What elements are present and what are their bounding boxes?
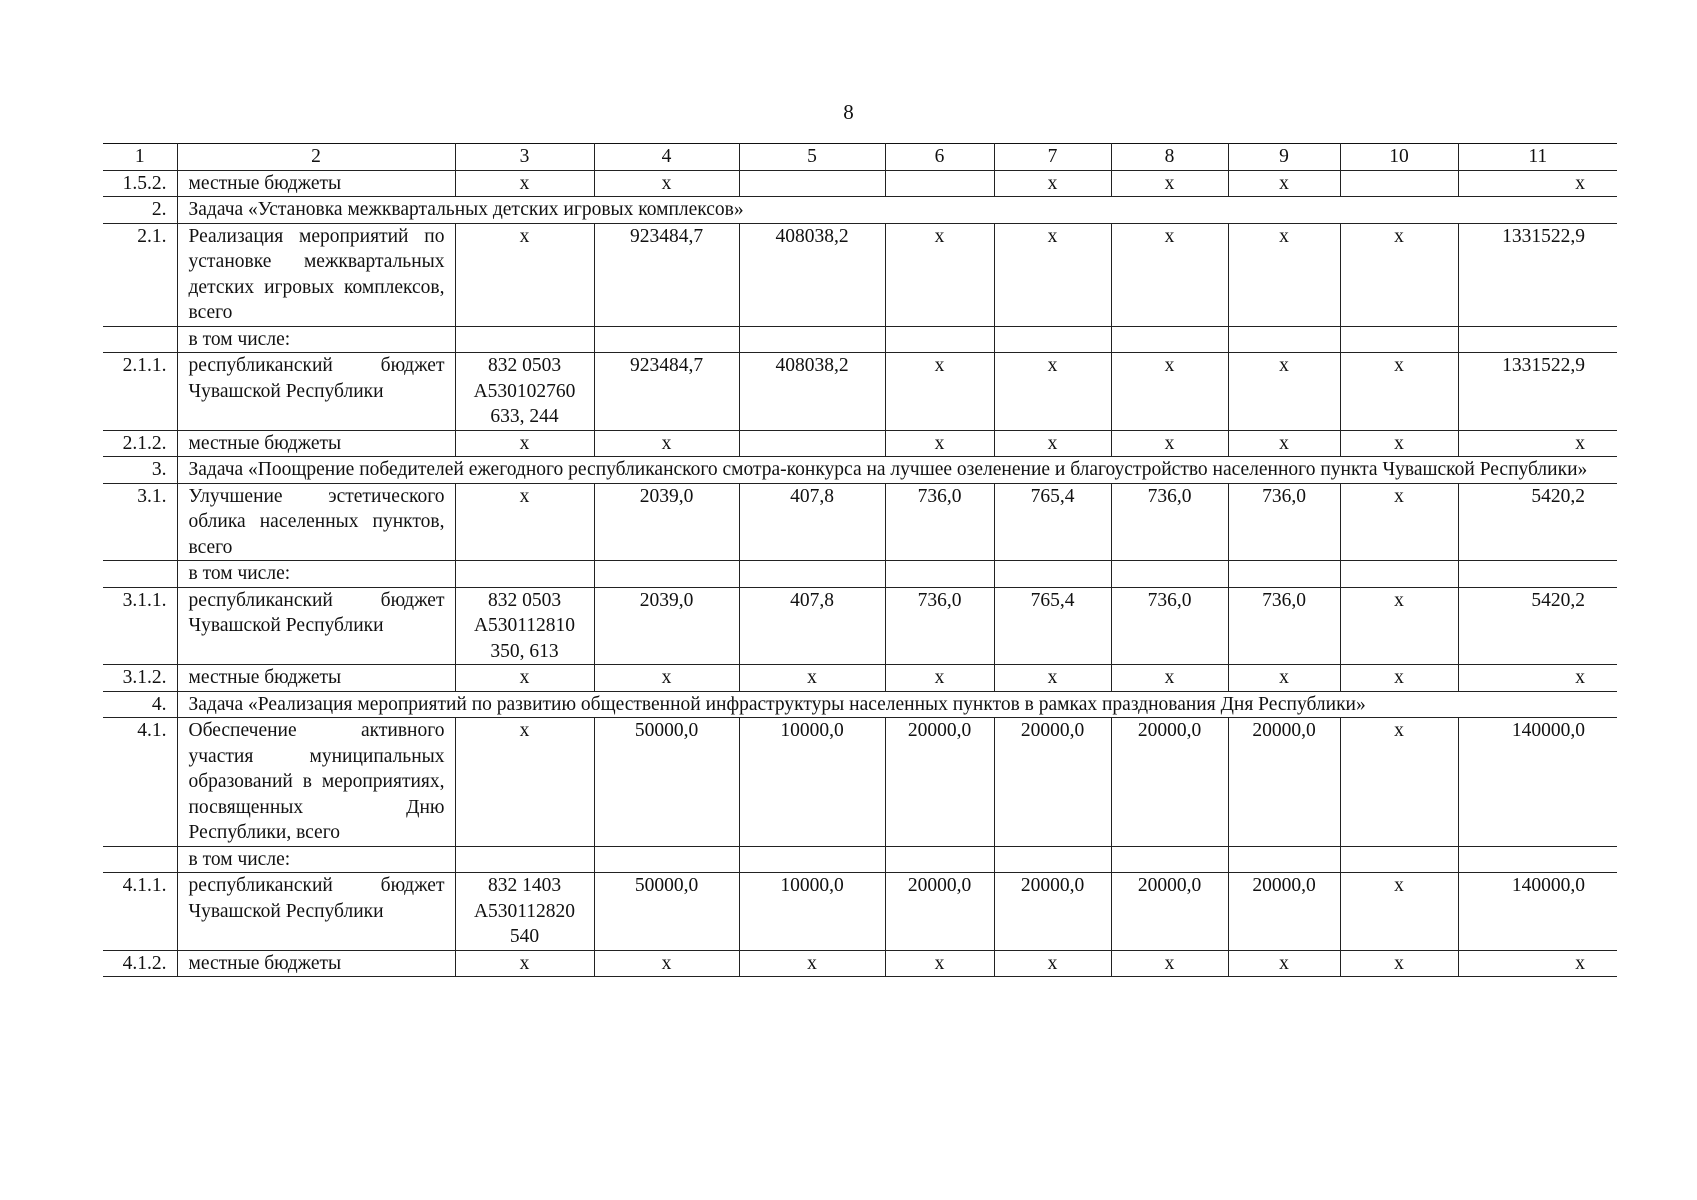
value-cell: х bbox=[885, 223, 994, 326]
value-cell: х bbox=[994, 950, 1111, 977]
budget-source-row bbox=[103, 665, 1617, 692]
row-id: 2.1. bbox=[103, 223, 177, 326]
column-header: 11 bbox=[1458, 144, 1617, 171]
value-cell: 923484,7 bbox=[594, 223, 739, 326]
value-cell: х bbox=[885, 950, 994, 977]
value-cell: 20000,0 bbox=[994, 718, 1111, 847]
budget-code-cell: х bbox=[455, 170, 594, 197]
empty-cell bbox=[1111, 326, 1228, 353]
row-name: Реализация мероприятий по установке межквартальных детских игровых комплексов, всего bbox=[177, 223, 455, 326]
value-cell: х bbox=[1111, 223, 1228, 326]
row-name: в том числе: bbox=[177, 846, 455, 873]
empty-cell bbox=[1111, 846, 1228, 873]
value-cell: 20000,0 bbox=[1228, 718, 1340, 847]
task-row bbox=[103, 691, 1617, 718]
value-cell: 10000,0 bbox=[739, 873, 885, 951]
budget-code-cell: 832 0503 А530112810 350, 613 bbox=[455, 587, 594, 665]
value-cell: 923484,7 bbox=[594, 353, 739, 431]
row-name: республиканский бюджет Чувашской Республики bbox=[177, 353, 455, 431]
including-row bbox=[103, 561, 1617, 588]
value-cell: х bbox=[885, 353, 994, 431]
value-cell: х bbox=[1340, 665, 1458, 692]
total-cell: 1331522,9 bbox=[1458, 223, 1617, 326]
row-id bbox=[103, 326, 177, 353]
including-row bbox=[103, 846, 1617, 873]
total-cell: 140000,0 bbox=[1458, 873, 1617, 951]
row-id: 2. bbox=[103, 197, 177, 224]
task-row bbox=[103, 197, 1617, 224]
value-cell: 408038,2 bbox=[739, 223, 885, 326]
value-cell: х bbox=[594, 665, 739, 692]
column-header: 3 bbox=[455, 144, 594, 171]
value-cell: 736,0 bbox=[885, 483, 994, 561]
budget-source-row bbox=[103, 873, 1617, 951]
value-cell: х bbox=[1340, 430, 1458, 457]
empty-cell bbox=[594, 846, 739, 873]
empty-cell bbox=[994, 326, 1111, 353]
value-cell: 407,8 bbox=[739, 587, 885, 665]
empty-cell bbox=[594, 561, 739, 588]
row-name: в том числе: bbox=[177, 326, 455, 353]
budget-source-row bbox=[103, 170, 1617, 197]
budget-source-row bbox=[103, 587, 1617, 665]
table-body bbox=[103, 144, 1617, 977]
total-cell: 5420,2 bbox=[1458, 483, 1617, 561]
activity-row bbox=[103, 718, 1617, 847]
value-cell: х bbox=[1340, 950, 1458, 977]
row-id bbox=[103, 561, 177, 588]
budget-table bbox=[103, 143, 1617, 977]
empty-cell bbox=[1228, 846, 1340, 873]
value-cell: х bbox=[1111, 353, 1228, 431]
budget-code-cell: х bbox=[455, 430, 594, 457]
budget-source-row bbox=[103, 353, 1617, 431]
column-header: 1 bbox=[103, 144, 177, 171]
budget-code-cell: х bbox=[455, 665, 594, 692]
value-cell: 50000,0 bbox=[594, 873, 739, 951]
empty-cell bbox=[739, 561, 885, 588]
empty-cell bbox=[885, 326, 994, 353]
value-cell: х bbox=[1228, 353, 1340, 431]
column-header: 7 bbox=[994, 144, 1111, 171]
row-name: в том числе: bbox=[177, 561, 455, 588]
empty-cell bbox=[594, 326, 739, 353]
row-id: 2.1.1. bbox=[103, 353, 177, 431]
row-name: Улучшение эстетического облика населенных пунктов, всего bbox=[177, 483, 455, 561]
budget-code-cell: х bbox=[455, 718, 594, 847]
value-cell: х bbox=[994, 223, 1111, 326]
total-cell: 140000,0 bbox=[1458, 718, 1617, 847]
total-cell: х bbox=[1458, 430, 1617, 457]
budget-code-cell: 832 1403 А530112820 540 bbox=[455, 873, 594, 951]
row-id: 3.1.2. bbox=[103, 665, 177, 692]
value-cell: 2039,0 bbox=[594, 587, 739, 665]
value-cell: х bbox=[885, 430, 994, 457]
value-cell: х bbox=[1340, 587, 1458, 665]
empty-cell bbox=[1340, 326, 1458, 353]
value-cell: 20000,0 bbox=[994, 873, 1111, 951]
total-cell: 5420,2 bbox=[1458, 587, 1617, 665]
empty-cell bbox=[1458, 846, 1617, 873]
row-id: 3. bbox=[103, 457, 177, 484]
row-name: местные бюджеты bbox=[177, 950, 455, 977]
total-cell: х bbox=[1458, 665, 1617, 692]
row-id: 4. bbox=[103, 691, 177, 718]
budget-source-row bbox=[103, 430, 1617, 457]
value-cell: 20000,0 bbox=[885, 873, 994, 951]
empty-cell bbox=[1458, 561, 1617, 588]
value-cell: 2039,0 bbox=[594, 483, 739, 561]
value-cell bbox=[885, 170, 994, 197]
value-cell: х bbox=[1228, 665, 1340, 692]
row-name: Обеспечение активного участия муниципальных образований в мероприятиях, посвященных Дню Республики, всего bbox=[177, 718, 455, 847]
value-cell: 50000,0 bbox=[594, 718, 739, 847]
row-id: 2.1.2. bbox=[103, 430, 177, 457]
empty-cell bbox=[1228, 326, 1340, 353]
value-cell bbox=[739, 170, 885, 197]
value-cell: х bbox=[1340, 873, 1458, 951]
value-cell: х bbox=[1111, 950, 1228, 977]
empty-cell bbox=[885, 561, 994, 588]
value-cell: х bbox=[1340, 353, 1458, 431]
value-cell: х bbox=[885, 665, 994, 692]
value-cell: х bbox=[1228, 223, 1340, 326]
value-cell: х bbox=[1111, 170, 1228, 197]
empty-cell bbox=[455, 561, 594, 588]
column-header: 6 bbox=[885, 144, 994, 171]
value-cell: х bbox=[994, 170, 1111, 197]
column-header: 4 bbox=[594, 144, 739, 171]
value-cell: 736,0 bbox=[1228, 587, 1340, 665]
value-cell bbox=[1340, 170, 1458, 197]
value-cell bbox=[739, 430, 885, 457]
budget-code-cell: х bbox=[455, 483, 594, 561]
budget-code-cell: х bbox=[455, 223, 594, 326]
empty-cell bbox=[739, 326, 885, 353]
value-cell: 407,8 bbox=[739, 483, 885, 561]
value-cell: 765,4 bbox=[994, 483, 1111, 561]
value-cell: х bbox=[594, 170, 739, 197]
value-cell: х bbox=[739, 665, 885, 692]
value-cell: 20000,0 bbox=[885, 718, 994, 847]
value-cell: х bbox=[1340, 483, 1458, 561]
value-cell: 408038,2 bbox=[739, 353, 885, 431]
value-cell: 20000,0 bbox=[1228, 873, 1340, 951]
budget-code-cell: х bbox=[455, 950, 594, 977]
row-id: 1.5.2. bbox=[103, 170, 177, 197]
empty-cell bbox=[1228, 561, 1340, 588]
activity-row bbox=[103, 223, 1617, 326]
empty-cell bbox=[1340, 561, 1458, 588]
value-cell: 20000,0 bbox=[1111, 873, 1228, 951]
empty-cell bbox=[1111, 561, 1228, 588]
empty-cell bbox=[455, 326, 594, 353]
empty-cell bbox=[739, 846, 885, 873]
column-header: 10 bbox=[1340, 144, 1458, 171]
value-cell: х bbox=[994, 665, 1111, 692]
value-cell: 736,0 bbox=[885, 587, 994, 665]
empty-cell bbox=[885, 846, 994, 873]
value-cell: 765,4 bbox=[994, 587, 1111, 665]
task-row bbox=[103, 457, 1617, 484]
row-id: 4.1.2. bbox=[103, 950, 177, 977]
row-name: местные бюджеты bbox=[177, 665, 455, 692]
row-id: 4.1. bbox=[103, 718, 177, 847]
row-name: республиканский бюджет Чувашской Республики bbox=[177, 587, 455, 665]
value-cell: х bbox=[994, 353, 1111, 431]
value-cell: 736,0 bbox=[1228, 483, 1340, 561]
value-cell: х bbox=[1228, 950, 1340, 977]
empty-cell bbox=[1458, 326, 1617, 353]
value-cell: х bbox=[594, 430, 739, 457]
task-title: Задача «Реализация мероприятий по развитию общественной инфраструктуры населенных пунктов в рамках празднования Дня Республики» bbox=[177, 691, 1617, 718]
row-name: местные бюджеты bbox=[177, 430, 455, 457]
column-header: 5 bbox=[739, 144, 885, 171]
page-number: 8 bbox=[843, 100, 854, 124]
total-cell: х bbox=[1458, 170, 1617, 197]
value-cell: х bbox=[594, 950, 739, 977]
row-name: республиканский бюджет Чувашской Республики bbox=[177, 873, 455, 951]
value-cell: х bbox=[1111, 430, 1228, 457]
value-cell: х bbox=[1340, 223, 1458, 326]
value-cell: 736,0 bbox=[1111, 587, 1228, 665]
row-id: 4.1.1. bbox=[103, 873, 177, 951]
value-cell: х bbox=[1228, 430, 1340, 457]
value-cell: х bbox=[1228, 170, 1340, 197]
value-cell: х bbox=[1340, 718, 1458, 847]
value-cell: х bbox=[739, 950, 885, 977]
value-cell: х bbox=[994, 430, 1111, 457]
task-title: Задача «Установка межквартальных детских игровых комплексов» bbox=[177, 197, 1617, 224]
column-header: 2 bbox=[177, 144, 455, 171]
empty-cell bbox=[1340, 846, 1458, 873]
row-id bbox=[103, 846, 177, 873]
activity-row bbox=[103, 483, 1617, 561]
budget-code-cell: 832 0503 А530102760 633, 244 bbox=[455, 353, 594, 431]
budget-source-row bbox=[103, 950, 1617, 977]
including-row bbox=[103, 326, 1617, 353]
column-number-row bbox=[103, 144, 1617, 171]
total-cell: х bbox=[1458, 950, 1617, 977]
value-cell: х bbox=[1111, 665, 1228, 692]
value-cell: 10000,0 bbox=[739, 718, 885, 847]
row-id: 3.1.1. bbox=[103, 587, 177, 665]
column-header: 9 bbox=[1228, 144, 1340, 171]
value-cell: 20000,0 bbox=[1111, 718, 1228, 847]
column-header: 8 bbox=[1111, 144, 1228, 171]
row-id: 3.1. bbox=[103, 483, 177, 561]
empty-cell bbox=[994, 846, 1111, 873]
row-name: местные бюджеты bbox=[177, 170, 455, 197]
total-cell: 1331522,9 bbox=[1458, 353, 1617, 431]
empty-cell bbox=[994, 561, 1111, 588]
empty-cell bbox=[455, 846, 594, 873]
task-title: Задача «Поощрение победителей ежегодного республиканского смотра-конкурса на лучшее озеленение и благоустройство населенного пункта Чувашской Республики» bbox=[177, 457, 1617, 484]
value-cell: 736,0 bbox=[1111, 483, 1228, 561]
